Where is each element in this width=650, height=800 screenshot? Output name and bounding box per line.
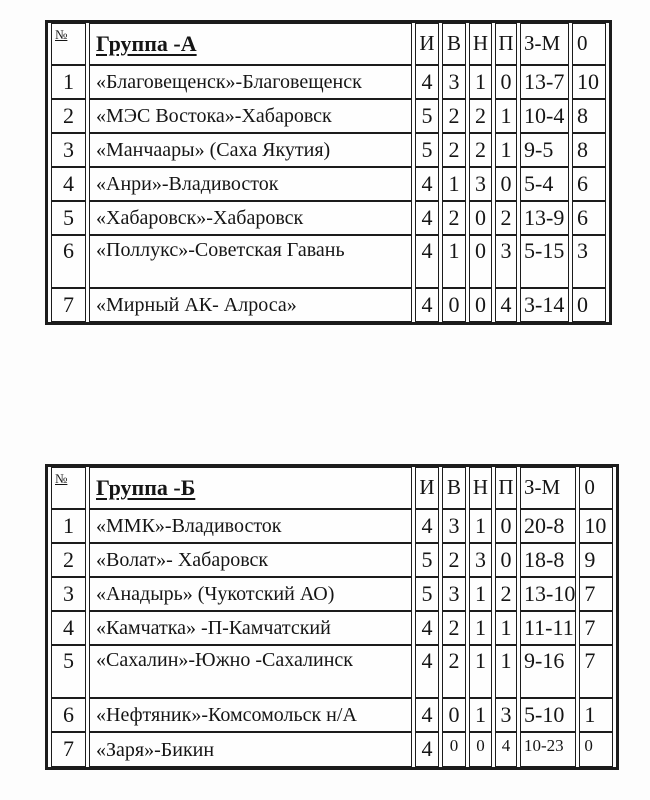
wins-cell: 1 [442, 235, 466, 288]
table-row [51, 65, 606, 99]
position-cell: 2 [51, 543, 86, 577]
table-row [51, 698, 613, 732]
draws-cell: 1 [469, 65, 492, 99]
losses-column-header: П [495, 467, 517, 509]
wins-column-header: В [442, 23, 466, 65]
goals-cell: 10-23 [520, 732, 576, 767]
points-cell: 0 [572, 288, 606, 322]
table-header [51, 467, 613, 509]
points-cell: 8 [572, 133, 606, 167]
standings-table-group-b [45, 464, 619, 770]
position-cell: 3 [51, 577, 86, 611]
wins-cell: 2 [442, 611, 466, 645]
group-title-header: Группа -Б [89, 467, 412, 509]
games-column-header: И [415, 23, 439, 65]
draws-column-header: Н [469, 23, 492, 65]
wins-cell: 2 [442, 99, 466, 133]
draws-column-header: Н [469, 467, 492, 509]
losses-column-header: П [495, 23, 517, 65]
wins-cell: 2 [442, 133, 466, 167]
points-cell: 7 [579, 611, 613, 645]
number-column-header: № [51, 23, 86, 65]
team-name-cell: «Манчаары» (Саха Якутия) [89, 133, 412, 167]
team-name-cell: «Мирный АК- Алроса» [89, 288, 412, 322]
goals-cell: 5-4 [520, 167, 569, 201]
table-row [51, 167, 606, 201]
position-cell: 1 [51, 65, 86, 99]
header-row [51, 467, 613, 509]
draws-cell: 1 [469, 645, 492, 698]
wins-cell: 2 [442, 543, 466, 577]
team-name-cell: «Сахалин»-Южно -Сахалинск [89, 645, 412, 698]
games-cell: 5 [415, 133, 439, 167]
draws-cell: 2 [469, 133, 492, 167]
team-name-cell: «ММК»-Владивосток [89, 509, 412, 543]
team-name-cell: «МЭС Востока»-Хабаровск [89, 99, 412, 133]
losses-cell: 0 [495, 65, 517, 99]
losses-cell: 1 [495, 99, 517, 133]
points-cell: 3 [572, 235, 606, 288]
losses-cell: 0 [495, 167, 517, 201]
points-cell: 10 [572, 65, 606, 99]
team-name-cell: «Поллукс»-Советская Гавань [89, 235, 412, 288]
goals-cell: 13-7 [520, 65, 569, 99]
losses-cell: 0 [495, 543, 517, 577]
goals-cell: 20-8 [520, 509, 576, 543]
goals-cell: 11-11 [520, 611, 576, 645]
games-cell: 5 [415, 577, 439, 611]
table-row [51, 201, 606, 235]
games-cell: 5 [415, 543, 439, 577]
games-cell: 4 [415, 698, 439, 732]
position-cell: 2 [51, 99, 86, 133]
draws-cell: 3 [469, 543, 492, 577]
goals-cell: 9-16 [520, 645, 576, 698]
losses-cell: 4 [495, 288, 517, 322]
games-cell: 4 [415, 201, 439, 235]
draws-cell: 0 [469, 235, 492, 288]
position-cell: 4 [51, 611, 86, 645]
games-cell: 4 [415, 732, 439, 767]
table-header [51, 23, 606, 65]
games-cell: 4 [415, 509, 439, 543]
position-cell: 6 [51, 698, 86, 732]
points-cell: 6 [572, 201, 606, 235]
team-name-cell: «Благовещенск»-Благовещенск [89, 65, 412, 99]
losses-cell: 3 [495, 698, 517, 732]
points-cell: 9 [579, 543, 613, 577]
header-row [51, 23, 606, 65]
group-title-header: Группа -А [89, 23, 412, 65]
team-name-cell: «Нефтяник»-Комсомольск н/А [89, 698, 412, 732]
table-row [51, 611, 613, 645]
team-name-cell: «Хабаровск»-Хабаровск [89, 201, 412, 235]
goals-cell: 13-9 [520, 201, 569, 235]
team-name-cell: «Анри»-Владивосток [89, 167, 412, 201]
points-cell: 6 [572, 167, 606, 201]
draws-cell: 0 [469, 732, 492, 767]
table-row [51, 509, 613, 543]
wins-cell: 2 [442, 645, 466, 698]
draws-cell: 1 [469, 611, 492, 645]
losses-cell: 1 [495, 611, 517, 645]
goals-cell: 10-4 [520, 99, 569, 133]
table-row [51, 133, 606, 167]
team-name-cell: «Заря»-Бикин [89, 732, 412, 767]
table-row [51, 235, 606, 288]
losses-cell: 1 [495, 645, 517, 698]
losses-cell: 4 [495, 732, 517, 767]
points-cell: 7 [579, 577, 613, 611]
games-cell: 5 [415, 99, 439, 133]
draws-cell: 0 [469, 288, 492, 322]
draws-cell: 1 [469, 577, 492, 611]
games-column-header: И [415, 467, 439, 509]
wins-cell: 2 [442, 201, 466, 235]
goals-column-header: З-М [520, 23, 569, 65]
losses-cell: 1 [495, 133, 517, 167]
wins-cell: 0 [442, 698, 466, 732]
games-cell: 4 [415, 645, 439, 698]
points-cell: 8 [572, 99, 606, 133]
goals-column-header: З-М [520, 467, 576, 509]
position-cell: 3 [51, 133, 86, 167]
table-row [51, 543, 613, 577]
points-column-header: 0 [572, 23, 606, 65]
points-cell: 1 [579, 698, 613, 732]
table-row [51, 577, 613, 611]
wins-cell: 1 [442, 167, 466, 201]
goals-cell: 13-10 [520, 577, 576, 611]
draws-cell: 2 [469, 99, 492, 133]
draws-cell: 1 [469, 509, 492, 543]
points-cell: 10 [579, 509, 613, 543]
wins-cell: 0 [442, 288, 466, 322]
position-cell: 5 [51, 201, 86, 235]
draws-cell: 0 [469, 201, 492, 235]
table-row [51, 288, 606, 322]
goals-cell: 18-8 [520, 543, 576, 577]
goals-cell: 3-14 [520, 288, 569, 322]
team-name-cell: «Анадырь» (Чукотский АО) [89, 577, 412, 611]
goals-cell: 5-10 [520, 698, 576, 732]
losses-cell: 2 [495, 577, 517, 611]
losses-cell: 2 [495, 201, 517, 235]
draws-cell: 1 [469, 698, 492, 732]
team-name-cell: «Волат»- Хабаровск [89, 543, 412, 577]
games-cell: 4 [415, 288, 439, 322]
position-cell: 5 [51, 645, 86, 698]
games-cell: 4 [415, 611, 439, 645]
position-cell: 6 [51, 235, 86, 288]
points-cell: 0 [579, 732, 613, 767]
losses-cell: 0 [495, 509, 517, 543]
games-cell: 4 [415, 167, 439, 201]
standings-table-group-a [45, 20, 612, 325]
number-column-header: № [51, 467, 86, 509]
table-body [51, 509, 613, 767]
table-body [51, 65, 606, 322]
wins-cell: 0 [442, 732, 466, 767]
position-cell: 1 [51, 509, 86, 543]
points-column-header: 0 [579, 467, 613, 509]
games-cell: 4 [415, 65, 439, 99]
team-name-cell: «Камчатка» -П-Камчатский [89, 611, 412, 645]
table-row [51, 99, 606, 133]
wins-column-header: В [442, 467, 466, 509]
wins-cell: 3 [442, 509, 466, 543]
draws-cell: 3 [469, 167, 492, 201]
table-row [51, 732, 613, 767]
position-cell: 7 [51, 288, 86, 322]
losses-cell: 3 [495, 235, 517, 288]
wins-cell: 3 [442, 577, 466, 611]
wins-cell: 3 [442, 65, 466, 99]
table-row [51, 645, 613, 698]
goals-cell: 5-15 [520, 235, 569, 288]
points-cell: 7 [579, 645, 613, 698]
position-cell: 4 [51, 167, 86, 201]
goals-cell: 9-5 [520, 133, 569, 167]
position-cell: 7 [51, 732, 86, 767]
games-cell: 4 [415, 235, 439, 288]
